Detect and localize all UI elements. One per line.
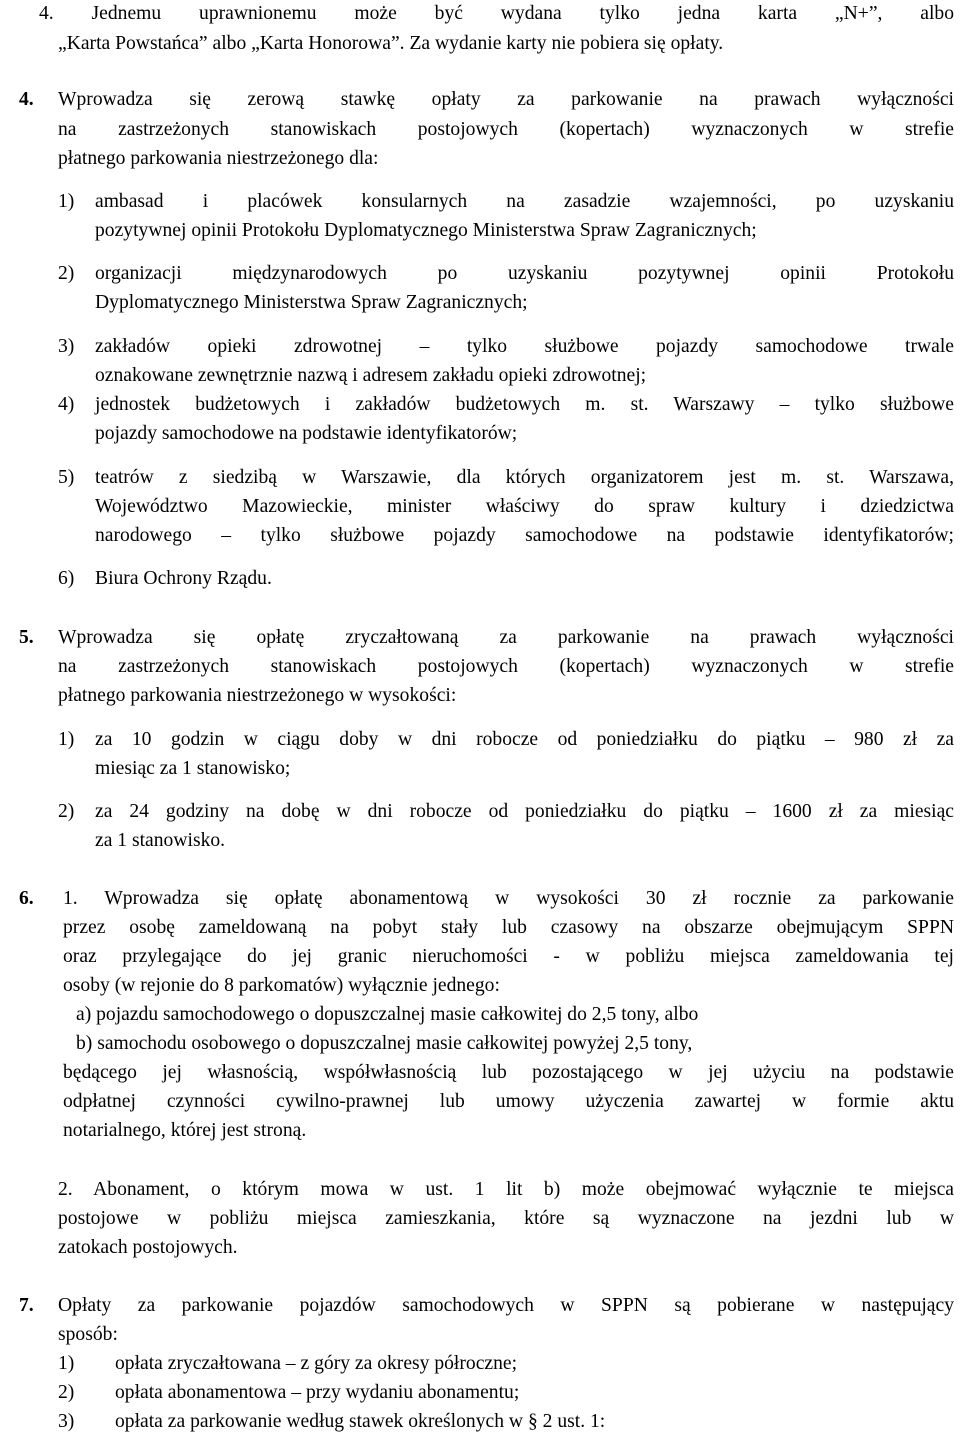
p6-line-7: notarialnego, której jest stroną. — [63, 1120, 307, 1141]
p5-line-3: płatnego parkowania niestrzeżonego w wysokości: — [58, 685, 457, 706]
p4b-line-3: płatnego parkowania niestrzeżonego dla: — [58, 148, 379, 169]
p4b-item-2-number: 2) — [58, 263, 75, 284]
p4b-item-5-line-3: narodowego – tylko służbowe pojazdy samochodowe na podstawie identyfikatorów; — [95, 525, 954, 546]
p4b-item-3-line-1: zakładów opieki zdrowotnej – tylko służbowe pojazdy samochodowe trwale — [95, 336, 954, 357]
p7-item-3-line-1: opłata za parkowanie według stawek określonych w § 2 ust. 1: — [115, 1411, 606, 1432]
p4b-number: 4. — [19, 89, 34, 110]
p7-number: 7. — [19, 1295, 34, 1316]
p4b-item-5-number: 5) — [58, 467, 75, 488]
p6-line-b: b) samochodu osobowego o dopuszczalnej masie całkowitej powyżej 2,5 tony, — [76, 1033, 693, 1054]
p4b-item-1-number: 1) — [58, 191, 75, 212]
p4a-line-2: „Karta Powstańca” albo „Karta Honorowa”. Za wydanie karty nie pobiera się opłaty. — [58, 33, 724, 54]
p4b-item-3-line-2: oznakowane zewnętrznie nazwą i adresem zakładu opieki zdrowotnej; — [95, 365, 647, 386]
p5-line-2: na zastrzeżonych stanowiskach postojowych (kopertach) wyznaczonych w strefie — [58, 656, 954, 677]
p6-sub2-line-2: postojowe w pobliżu miejsca zamieszkania, które są wyznaczone na jezdni lub w — [58, 1208, 954, 1229]
p6-line-5: będącego jej własnością, współwłasnością lub pozostającego w jej użyciu na podstawie — [63, 1062, 954, 1083]
p7-line-2: sposób: — [58, 1324, 118, 1345]
p7-line-1: Opłaty za parkowanie pojazdów samochodowych w SPPN są pobierane w następujący — [58, 1295, 954, 1316]
p6-line-4: osoby (w rejonie do 8 parkomatów) wyłącznie jednego: — [63, 975, 500, 996]
p5-item-2-number: 2) — [58, 801, 75, 822]
p7-item-1-line-1: opłata zryczałtowana – z góry za okresy półroczne; — [115, 1353, 518, 1374]
p5-item-1-line-1: za 10 godzin w ciągu doby w dni robocze od poniedziałku do piątku – 980 zł za — [95, 729, 954, 750]
p5-line-1: Wprowadza się opłatę zryczałtowaną za parkowanie na prawach wyłączności — [58, 627, 954, 648]
p4b-item-5-line-2: Województwo Mazowieckie, minister właściwy do spraw kultury i dziedzictwa — [95, 496, 954, 517]
p5-item-2-line-2: za 1 stanowisko. — [95, 830, 226, 851]
p6-line-2: przez osobę zameldowaną na pobyt stały lub czasowy na obszarze obejmującym SPPN — [63, 917, 954, 938]
p7-item-3-number: 3) — [58, 1411, 75, 1432]
p5-item-2-line-1: za 24 godziny na dobę w dni robocze od poniedziałku do piątku – 1600 zł za miesiąc — [95, 801, 954, 822]
p4b-item-3-number: 3) — [58, 336, 75, 357]
p4b-item-1-line-2: pozytywnej opinii Protokołu Dyplomatycznego Ministerstwa Spraw Zagranicznych; — [95, 220, 757, 241]
p4b-item-4-number: 4) — [58, 394, 75, 415]
p6-line-a: a) pojazdu samochodowego o dopuszczalnej masie całkowitej do 2,5 tony, albo — [76, 1004, 699, 1025]
p4b-item-6-line-1: Biura Ochrony Rządu. — [95, 568, 272, 589]
p5-item-1-number: 1) — [58, 729, 75, 750]
p6-line-1: 1. Wprowadza się opłatę abonamentową w wysokości 30 zł rocznie za parkowanie — [63, 888, 954, 909]
p5-number: 5. — [19, 627, 34, 648]
p7-item-1-number: 1) — [58, 1353, 75, 1374]
p4b-line-2: na zastrzeżonych stanowiskach postojowych (kopertach) wyznaczonych w strefie — [58, 119, 954, 140]
p6-line-6: odpłatnej czynności cywilno-prawnej lub umowy użyczenia zawartej w formie aktu — [63, 1091, 954, 1112]
p6-sub2-line-3: zatokach postojowych. — [58, 1237, 238, 1258]
p4b-item-2-line-1: organizacji międzynarodowych po uzyskaniu pozytywnej opinii Protokołu — [95, 263, 954, 284]
p5-item-1-line-2: miesiąc za 1 stanowisko; — [95, 758, 291, 779]
p7-item-2-number: 2) — [58, 1382, 75, 1403]
p6-number: 6. — [19, 888, 34, 909]
p4b-line-1: Wprowadza się zerową stawkę opłaty za parkowanie na prawach wyłączności — [58, 89, 954, 110]
p7-item-2-line-1: opłata abonamentowa – przy wydaniu abonamentu; — [115, 1382, 520, 1403]
p6-sub2-line-1: 2. Abonament, o którym mowa w ust. 1 lit b) może obejmować wyłącznie te miejsca — [58, 1179, 954, 1200]
p4b-item-4-line-2: pojazdy samochodowe na podstawie identyfikatorów; — [95, 423, 518, 444]
p6-line-3: oraz przylegające do jej granic nieruchomości - w pobliżu miejsca zameldowania tej — [63, 946, 954, 967]
p4a-line-1: 4. Jednemu uprawnionemu może być wydana tylko jedna karta „N+”, albo — [39, 3, 954, 24]
p4b-item-6-number: 6) — [58, 568, 75, 589]
p4b-item-2-line-2: Dyplomatycznego Ministerstwa Spraw Zagranicznych; — [95, 292, 528, 313]
p4b-item-5-line-1: teatrów z siedzibą w Warszawie, dla których organizatorem jest m. st. Warszawa, — [95, 467, 954, 488]
p4b-item-4-line-1: jednostek budżetowych i zakładów budżetowych m. st. Warszawy – tylko służbowe — [95, 394, 954, 415]
p4b-item-1-line-1: ambasad i placówek konsularnych na zasadzie wzajemności, po uzyskaniu — [95, 191, 954, 212]
